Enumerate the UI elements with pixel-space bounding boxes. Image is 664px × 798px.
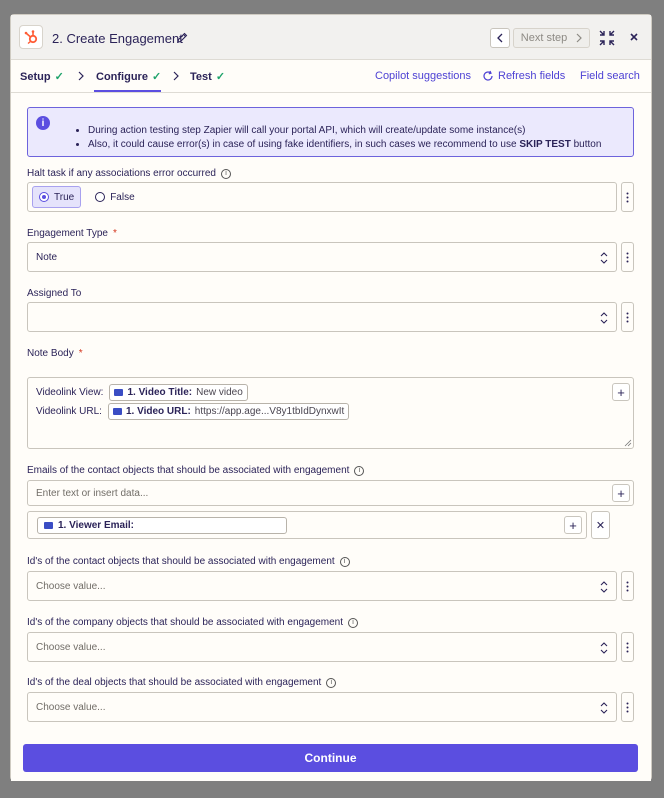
- field-search-label: Field search: [580, 70, 640, 82]
- copilot-suggestions-label: Copilot suggestions: [375, 70, 472, 82]
- contact-ids-label: [27, 556, 350, 567]
- previous-step-button[interactable]: [490, 28, 510, 48]
- tab-setup[interactable]: [20, 70, 64, 83]
- halt-task-radio-group: [32, 186, 141, 208]
- active-tab-indicator: [94, 90, 161, 92]
- halt-task-options-button[interactable]: [621, 182, 634, 212]
- info-icon: i: [36, 116, 50, 130]
- chevron-left-icon: [496, 33, 504, 43]
- info-circle-icon[interactable]: i: [340, 557, 350, 567]
- company-ids-options-button[interactable]: [621, 632, 634, 662]
- plus-icon: +: [617, 384, 625, 400]
- emails-label-text: Emails of the contact objects that should be associated with engagement: [27, 465, 350, 476]
- contact-ids-placeholder: Choose value...: [36, 581, 106, 592]
- hubspot-app-icon: [19, 25, 43, 49]
- deal-ids-select[interactable]: [27, 692, 617, 722]
- info-line-2-suffix: button: [570, 139, 602, 150]
- check-icon: ✓: [215, 71, 226, 83]
- step-editor-panel: [10, 14, 652, 781]
- insert-data-button[interactable]: [612, 383, 630, 401]
- plus-icon: +: [617, 485, 625, 501]
- contact-ids-options-button[interactable]: [621, 571, 634, 601]
- halt-task-label: [27, 168, 231, 179]
- refresh-fields-link[interactable]: [482, 70, 565, 82]
- select-updown-icon: [600, 312, 608, 324]
- tab-setup-label: Setup: [20, 70, 51, 83]
- emails-placeholder: Enter text or insert data...: [36, 488, 149, 499]
- video-url-pill-value: https://app.age...V8y1tbIdDynxwIt: [194, 406, 345, 417]
- halt-task-label-text: Halt task if any associations error occurred: [27, 168, 216, 179]
- continue-button[interactable]: Continue: [23, 744, 638, 772]
- engagement-type-select[interactable]: [27, 242, 617, 272]
- note-body-label-text: Note Body: [27, 348, 74, 359]
- info-circle-icon[interactable]: i: [354, 466, 364, 476]
- assigned-to-options-button[interactable]: [621, 302, 634, 332]
- select-updown-icon: [600, 702, 608, 714]
- tab-test[interactable]: [190, 70, 225, 83]
- assigned-to-label-text: Assigned To: [27, 288, 82, 299]
- refresh-fields-label: Refresh fields: [498, 70, 566, 82]
- step-title: 2. Create Engagement: [52, 31, 183, 46]
- copilot-suggestions-link[interactable]: [375, 70, 471, 82]
- panel-footer: [11, 735, 651, 781]
- viewer-email-data-pill[interactable]: [37, 517, 287, 534]
- collapse-icon[interactable]: [599, 30, 615, 46]
- videolink-url-text: Videolink URL:: [36, 406, 102, 417]
- field-search-link[interactable]: [580, 70, 640, 82]
- radio-true-label: True: [54, 191, 75, 203]
- tab-configure[interactable]: [96, 70, 161, 83]
- chevron-right-icon: [77, 71, 85, 81]
- note-body-label: [27, 348, 83, 359]
- close-icon: ✕: [595, 519, 606, 532]
- info-list: [88, 124, 601, 152]
- check-icon: ✓: [151, 71, 162, 83]
- more-vertical-icon: [626, 312, 629, 323]
- info-circle-icon[interactable]: i: [326, 678, 336, 688]
- assigned-to-label: [27, 288, 81, 299]
- hubspot-icon: [23, 29, 39, 45]
- radio-unselected-icon: [95, 192, 105, 202]
- info-banner: [27, 107, 634, 157]
- radio-selected-icon: [39, 192, 49, 202]
- viewer-email-pill-label: 1. Viewer Email:: [58, 520, 134, 531]
- engagement-type-label-text: Engagement Type: [27, 228, 108, 239]
- refresh-icon: [482, 70, 494, 82]
- tab-test-label: Test: [190, 70, 212, 83]
- chevron-right-icon: [172, 71, 180, 81]
- next-step-button[interactable]: [513, 28, 590, 48]
- halt-task-field: [27, 182, 617, 212]
- video-url-data-pill[interactable]: [108, 403, 349, 420]
- video-title-pill-value: New video: [196, 387, 243, 398]
- next-step-label: Next step: [520, 32, 568, 44]
- more-vertical-icon: [626, 702, 629, 713]
- form-body[interactable]: [11, 94, 651, 734]
- engagement-type-options-button[interactable]: [621, 242, 634, 272]
- company-ids-label: [27, 617, 358, 628]
- step-app-icon: [113, 408, 122, 415]
- engagement-type-label: [27, 228, 117, 239]
- assigned-to-select[interactable]: [27, 302, 617, 332]
- radio-false-label: False: [110, 191, 135, 203]
- radio-false[interactable]: [89, 186, 140, 208]
- step-app-icon: [114, 389, 123, 396]
- pencil-edit-icon[interactable]: [176, 31, 189, 44]
- close-icon[interactable]: [627, 30, 641, 44]
- info-circle-icon[interactable]: i: [221, 169, 231, 179]
- required-marker: *: [78, 348, 83, 359]
- insert-data-button[interactable]: [612, 484, 630, 502]
- insert-data-button[interactable]: [564, 516, 582, 534]
- note-body-line-1: [36, 384, 248, 401]
- skip-test-emphasis: SKIP TEST: [519, 139, 571, 150]
- info-line-2-text: Also, it could cause error(s) in case of using fake identifiers, in such cases we recommend to use: [88, 139, 520, 150]
- video-title-data-pill[interactable]: [109, 384, 247, 401]
- note-body-textarea[interactable]: [27, 377, 634, 449]
- chevron-right-icon: [575, 33, 582, 43]
- more-vertical-icon: [626, 642, 629, 653]
- contact-ids-select[interactable]: [27, 571, 617, 601]
- emails-input[interactable]: [27, 480, 634, 506]
- radio-true[interactable]: [32, 186, 81, 208]
- engagement-type-value: Note: [36, 252, 58, 263]
- info-circle-icon[interactable]: i: [348, 618, 358, 628]
- company-ids-label-text: Id's of the company objects that should be associated with engagement: [27, 617, 343, 628]
- company-ids-placeholder: Choose value...: [36, 642, 106, 653]
- plus-icon: +: [569, 517, 577, 533]
- emails-label: [27, 465, 364, 476]
- select-updown-icon: [600, 252, 608, 264]
- deal-ids-label: [27, 677, 336, 688]
- select-updown-icon: [600, 642, 608, 654]
- step-app-icon: [44, 522, 53, 529]
- video-title-pill-label: 1. Video Title:: [127, 387, 193, 398]
- info-line-2: [88, 138, 601, 152]
- more-vertical-icon: [626, 581, 629, 592]
- videolink-view-text: Videolink View:: [36, 387, 104, 398]
- remove-email-button[interactable]: [591, 511, 610, 539]
- tab-configure-label: Configure: [96, 70, 148, 83]
- resize-handle-icon[interactable]: [625, 440, 631, 446]
- contact-ids-label-text: Id's of the contact objects that should be associated with engagement: [27, 556, 335, 567]
- check-icon: ✓: [54, 71, 64, 83]
- more-vertical-icon: [626, 252, 629, 263]
- video-url-pill-label: 1. Video URL:: [125, 406, 191, 417]
- email-list-item[interactable]: [27, 511, 587, 539]
- panel-header: [11, 15, 651, 60]
- deal-ids-options-button[interactable]: [621, 692, 634, 722]
- more-vertical-icon: [626, 192, 629, 203]
- note-body-line-2: [36, 403, 349, 420]
- step-tabs: [11, 60, 651, 93]
- required-marker: *: [113, 228, 117, 239]
- info-line-1: • During action testing step Zapier will call your portal API, which will create/update some instance(s): [88, 124, 601, 138]
- deal-ids-placeholder: Choose value...: [36, 702, 106, 713]
- select-updown-icon: [600, 581, 608, 593]
- deal-ids-label-text: Id's of the deal objects that should be associated with engagement: [27, 677, 322, 688]
- company-ids-select[interactable]: [27, 632, 617, 662]
